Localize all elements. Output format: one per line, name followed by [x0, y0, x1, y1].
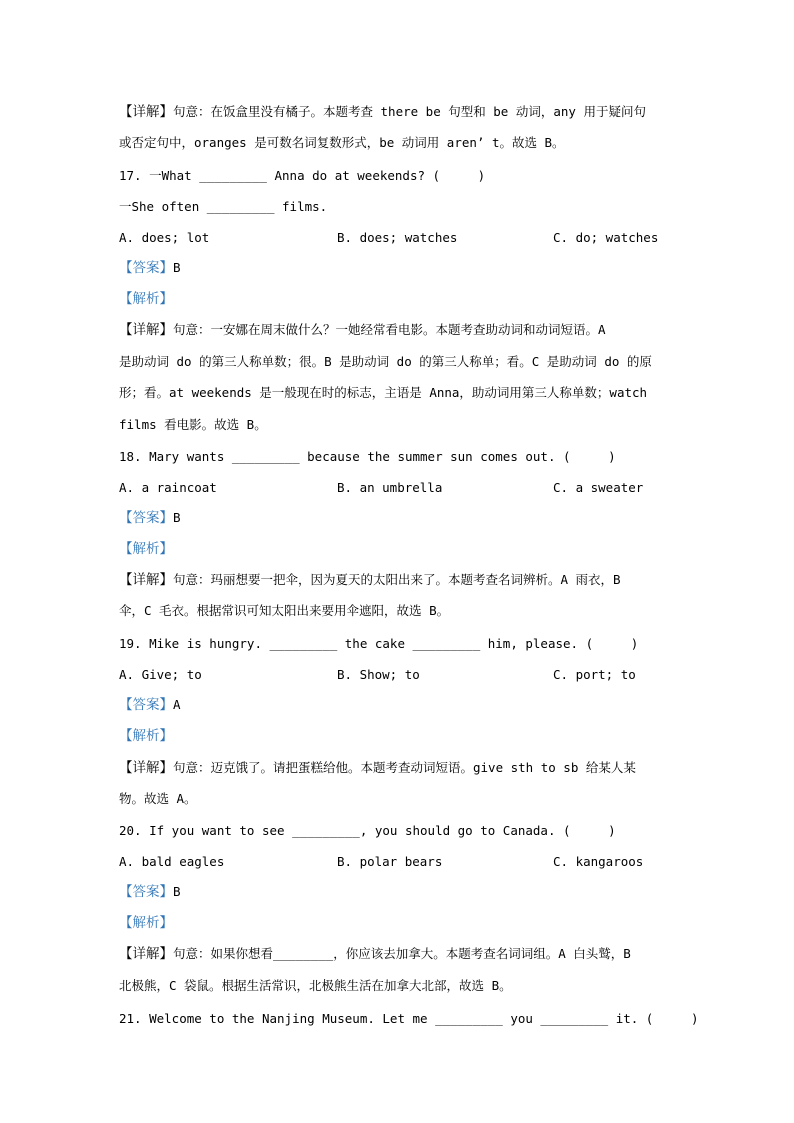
answer-value: B: [173, 260, 181, 275]
line-detail: [119, 570, 621, 590]
answer-label: 【答案】: [119, 510, 173, 526]
option-b: B. Show; to: [337, 667, 420, 682]
line-text: [119, 789, 197, 809]
text-line: 或否定句中，oranges 是可数名词复数形式，be 动词用 aren’ t。故选 B。: [119, 135, 565, 150]
line-answer: [119, 508, 181, 528]
line-text: [119, 447, 616, 467]
text-line: 物。故选 A。: [119, 791, 197, 806]
line-text: [119, 976, 512, 996]
line-analysis: [119, 726, 173, 746]
analysis-label: 【解析】: [119, 541, 173, 557]
line-detail: [119, 102, 646, 122]
option-b: B. an umbrella: [337, 480, 443, 495]
option-a: A. a raincoat: [119, 480, 217, 495]
analysis-label: 【解析】: [119, 291, 173, 307]
option-c: C. kangaroos: [553, 854, 644, 869]
line-detail: [119, 944, 631, 964]
line-analysis: [119, 913, 173, 933]
line-text: [119, 634, 638, 654]
detail-text: 句意：迈克饿了。请把蛋糕给他。本题考查动词短语。give sth to sb 给某人某: [173, 760, 636, 775]
detail-text: 句意：在饭盒里没有橘子。本题考查 there be 句型和 be 动词，any 用于疑问句: [173, 104, 646, 119]
answer-value: A: [173, 697, 181, 712]
line-text: [119, 821, 616, 841]
text-line: 北极熊，C 袋鼠。根据生活常识，北极熊生活在加拿大北部，故选 B。: [119, 978, 512, 993]
line-text: [119, 166, 485, 186]
text-line: films 看电影。故选 B。: [119, 417, 267, 432]
text-line: 是助动词 do 的第三人称单数；很。B 是助动词 do 的第三人称单；看。C 是助动词 do 的原: [119, 354, 652, 369]
answer-label: 【答案】: [119, 884, 173, 900]
detail-text: 句意：玛丽想要一把伞，因为夏天的太阳出来了。本题考查名词辨析。A 雨衣，B: [173, 572, 621, 587]
answer-label: 【答案】: [119, 260, 173, 276]
line-analysis: [119, 539, 173, 559]
text-line: 20. If you want to see _________, you should go to Canada. ( ): [119, 823, 616, 838]
line-analysis: [119, 289, 173, 309]
line-detail: [119, 320, 606, 340]
text-line: 形；看。at weekends 是一般现在时的标志，主语是 Anna，助动词用第三人称单数；watch: [119, 385, 648, 400]
detail-label: 【详解】: [119, 760, 173, 776]
answer-value: B: [173, 510, 181, 525]
detail-text: 句意：如果你想看________，你应该去加拿大。本题考查名词词组。A 白头鹫，B: [173, 946, 631, 961]
option-c: C. port; to: [553, 667, 636, 682]
line-detail: [119, 758, 636, 778]
line-text: [119, 352, 652, 372]
analysis-label: 【解析】: [119, 915, 173, 931]
line-text: [119, 133, 565, 153]
detail-label: 【详解】: [119, 946, 173, 962]
option-a: A. does; lot: [119, 230, 210, 245]
option-a: A. bald eagles: [119, 854, 225, 869]
line-text: [119, 197, 327, 217]
option-c: C. a sweater: [553, 480, 644, 495]
option-a: A. Give; to: [119, 667, 202, 682]
line-answer: [119, 882, 181, 902]
line-text: [119, 415, 267, 435]
line-text: [119, 383, 647, 403]
detail-label: 【详解】: [119, 322, 173, 338]
text-line: 17. 一What _________ Anna do at weekends? ( ): [119, 168, 486, 183]
option-b: B. polar bears: [337, 854, 443, 869]
text-line: 18. Mary wants _________ because the summer sun comes out. ( ): [119, 449, 616, 464]
line-text: [119, 1009, 698, 1029]
text-line: 伞，C 毛衣。根据常识可知太阳出来要用伞遮阳，故选 B。: [119, 603, 450, 618]
text-line: 一She often _________ films.: [119, 199, 328, 214]
option-c: C. do; watches: [553, 230, 659, 245]
line-answer: [119, 695, 181, 715]
detail-label: 【详解】: [119, 572, 173, 588]
answer-label: 【答案】: [119, 697, 173, 713]
analysis-label: 【解析】: [119, 728, 173, 744]
option-b: B. does; watches: [337, 230, 458, 245]
line-answer: [119, 258, 181, 278]
text-line: 21. Welcome to the Nanjing Museum. Let me _________ you _________ it. ( ): [119, 1011, 699, 1026]
answer-value: B: [173, 884, 181, 899]
detail-label: 【详解】: [119, 104, 173, 120]
line-text: [119, 601, 449, 621]
detail-text: 句意：一安娜在周末做什么？一她经常看电影。本题考查助动词和动词短语。A: [173, 322, 606, 337]
text-line: 19. Mike is hungry. _________ the cake _________ him, please. ( ): [119, 636, 639, 651]
